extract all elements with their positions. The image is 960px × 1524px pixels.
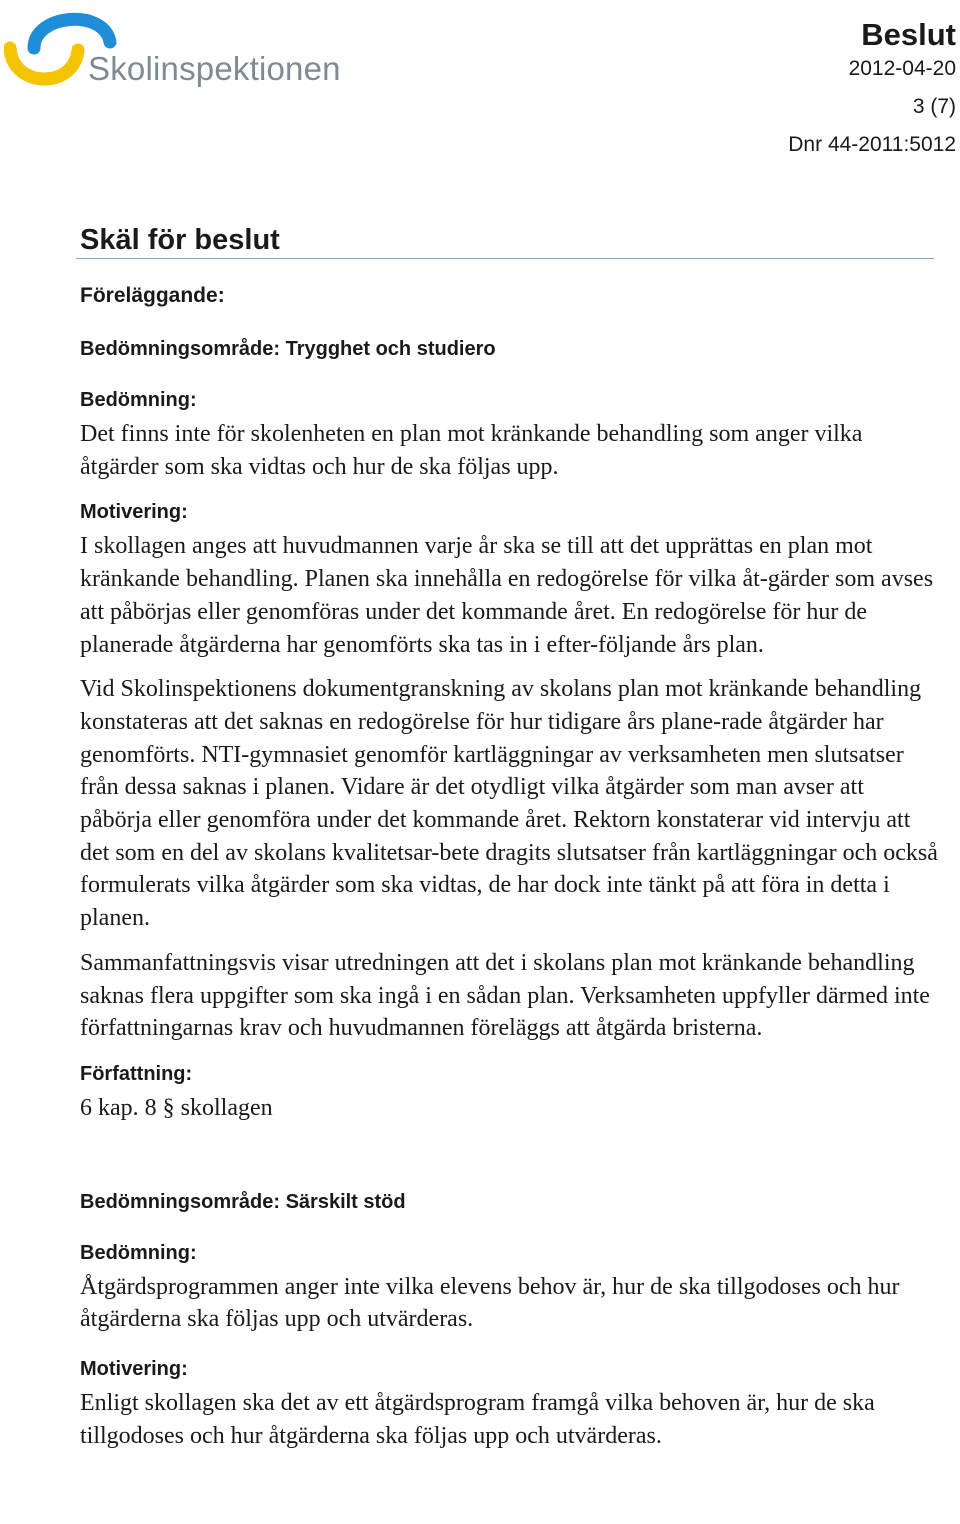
page-number: 3 (7) (912, 95, 956, 118)
document-registration-number: Dnr 44-2011:5012 (788, 133, 956, 156)
motivation-paragraph: Vid Skolinspektionens dokumentgranskning av skolans plan mot kränkande behandling konstateras att det saknas en redogörelse för hur tidigare års plane-rade åtgärder har genomförts. NTI-gymnasiet genomför kartläggningar av verksamheten men slutsatser från dessa saknas i planen. Vidare är det otydligt vilka åtgärder som man avser att påbörja eller genomföra under det kommande året. Rektorn konstaterar vid intervju att det som en del av skolans kvalitetsar-bete dragits slutsatser från kartläggningar och också formulerats vilka åtgärder som ska vidtas, de har dock inte tänkt på att föra in detta i planen. (80, 676, 938, 932)
document-body (80, 220, 940, 1452)
document-type: Beslut (861, 17, 956, 52)
motivation-label: Motivering: (80, 1358, 188, 1381)
statute-text: 6 kap. 8 § skollagen (80, 1094, 273, 1121)
assessment-area-heading: Bedömningsområde: Särskilt stöd (80, 1190, 406, 1213)
document-header (788, 16, 956, 160)
logo-wordmark: Skolinspektionen (88, 50, 341, 87)
page-title: Skäl för beslut (80, 224, 280, 256)
motivation-paragraph: Sammanfattningsvis visar utredningen att det i skolans plan mot kränkande behandling saknas flera uppgifter som ska ingå i en sådan plan. Verksamheten uppfyller därmed inte författningarnas krav och huvudmannen föreläggs att åtgärda bristerna. (80, 949, 930, 1042)
statute-label: Författning: (80, 1062, 193, 1085)
document-date: 2012-04-20 (848, 57, 956, 80)
motivation-paragraph: I skollagen anges att huvudmannen varje år ska se till att det upprättas en plan mot kränkande behandling. Planen ska innehålla en redogörelse för vilka åt-gärder som avses att påbörjas eller genomföras under det kommande året. En redogörelse för hur de planerade åtgärderna har genomförts ska tas in i efter-följande års plan. (80, 533, 934, 658)
injunction-label: Föreläggande: (80, 284, 225, 307)
skolinspektionen-logo (4, 4, 354, 96)
motivation-label: Motivering: (80, 501, 188, 524)
assessment-label: Bedömning: (80, 1241, 197, 1264)
motivation-paragraph: Enligt skollagen ska det av ett åtgärdsprogram framgå vilka behoven är, hur de ska tillgodoses och hur åtgärderna ska följas upp och utvärderas. (80, 1390, 875, 1449)
assessment-text: Det finns inte för skolenheten en plan mot kränkande behandling som anger vilka åtgärder som ska vidtas och hur de ska följas upp. (80, 421, 863, 480)
assessment-area-heading: Bedömningsområde: Trygghet och studiero (80, 338, 496, 360)
assessment-text: Åtgärdsprogrammen anger inte vilka elevens behov är, hur de ska tillgodoses och hur åtgärderna ska följas upp och utvärderas. (80, 1273, 900, 1333)
assessment-label: Bedömning: (80, 389, 197, 411)
